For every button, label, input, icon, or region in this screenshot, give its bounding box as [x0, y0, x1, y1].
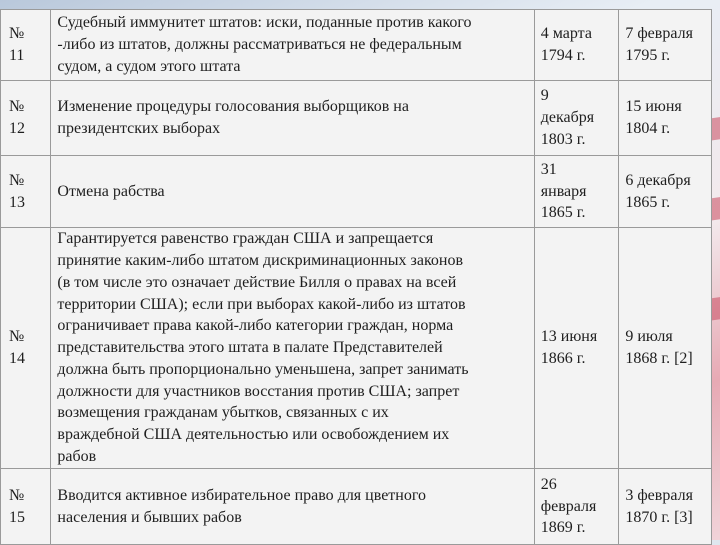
- proposed-date-line: декабря: [540, 109, 595, 127]
- amendment-description-line: представительства этого штата в палате Представителей: [57, 339, 443, 357]
- proposed-date-line: 4 марта: [540, 25, 592, 43]
- amendment-number-line: 11: [9, 47, 25, 64]
- amendment-description-cell: [51, 228, 534, 469]
- table-row: [1, 156, 712, 228]
- amendment-number-cell: [1, 81, 51, 156]
- amendment-description-line: Гарантируется равенство граждан США и запрещается: [57, 230, 434, 248]
- ratified-date-line: 15 июня: [625, 98, 682, 116]
- amendment-description-line: президентских выборах: [57, 120, 221, 137]
- proposed-date-line: января: [540, 182, 587, 200]
- amendment-number-line: 15: [9, 508, 25, 526]
- ratified-date-cell: [619, 10, 712, 81]
- amendment-number-line: 14: [9, 350, 25, 367]
- proposed-date-cell: [534, 156, 619, 228]
- amendments-table: [0, 9, 712, 545]
- proposed-date-line: 1869 г.: [540, 519, 586, 537]
- ratified-date-line: 1804 г.: [625, 120, 671, 137]
- proposed-date-line: 1866 г.: [540, 350, 586, 367]
- amendment-description-cell: [51, 81, 534, 156]
- amendment-number-line: 13: [9, 193, 25, 211]
- amendment-number-cell: [1, 469, 51, 545]
- amendment-number-line: №: [9, 171, 25, 189]
- amendment-description-line: -либо из штатов, должны рассматриваться не федеральным: [57, 36, 462, 54]
- amendment-description-line: Отмена рабства: [57, 182, 165, 200]
- proposed-date-line: 1803 г.: [540, 130, 586, 148]
- proposed-date-line: 1794 г.: [540, 47, 586, 64]
- table-row: [1, 10, 712, 81]
- ratified-date-cell: [619, 81, 712, 156]
- amendment-description-line: (в том числе это означает действие Билля о правах на всей: [57, 273, 457, 291]
- amendment-description-line: должна быть пропорционально уменьшена, запрет занимать: [57, 360, 469, 378]
- amendment-description-line: населения и бывших рабов: [57, 508, 242, 526]
- amendment-description-line: Изменение процедуры голосования выборщиков на: [57, 98, 409, 116]
- amendment-description-line: принятие каким-либо штатом дискриминационных законов: [57, 251, 464, 269]
- proposed-date-line: февраля: [540, 497, 597, 515]
- ratified-date-cell: [619, 156, 712, 228]
- amendment-number-cell: [1, 228, 51, 469]
- table-row: [1, 228, 712, 469]
- proposed-date-line: 13 июня: [540, 328, 598, 346]
- ratified-date-cell: [619, 228, 712, 469]
- ratified-date-line: 6 декабря: [625, 171, 691, 189]
- amendment-description-line: должности для участников восстания против США; запрет: [57, 382, 460, 400]
- amendment-description-line: территории США); если при выборах какой-либо из штатов: [57, 295, 466, 313]
- amendment-number-line: №: [9, 486, 25, 504]
- amendment-number-line: 12: [9, 120, 25, 137]
- ratified-date-line: 7 февраля: [625, 25, 693, 43]
- ratified-date-line: 3 февраля: [625, 486, 693, 504]
- amendment-description-line: судом, а судом этого штата: [57, 57, 241, 75]
- proposed-date-cell: [534, 469, 619, 545]
- proposed-date-cell: [534, 228, 619, 469]
- amendment-number-cell: [1, 10, 51, 81]
- proposed-date-cell: [534, 10, 619, 81]
- amendment-number-line: №: [9, 25, 25, 43]
- ratified-date-line: 1870 г. [3]: [625, 508, 693, 526]
- amendment-description-line: враждебной США деятельностью или освобождением их: [57, 426, 450, 444]
- proposed-date-line: 1865 г.: [540, 204, 586, 222]
- amendment-description-line: Вводится активное избирательное право для цветного: [57, 486, 427, 504]
- table-row: [1, 81, 712, 156]
- amendment-description-line: возмещения гражданам убытков, связанных с их: [57, 404, 389, 422]
- proposed-date-line: 26: [540, 475, 557, 493]
- proposed-date-cell: [534, 81, 619, 156]
- proposed-date-line: 31: [540, 160, 557, 178]
- amendment-description-line: ограничивает права какой-либо категории граждан, норма: [57, 317, 454, 335]
- proposed-date-line: 9: [540, 87, 549, 105]
- table-row: [1, 469, 712, 545]
- amendment-description-line: Судебный иммунитет штатов: иски, поданные против какого: [57, 14, 472, 32]
- amendment-description-cell: [51, 156, 534, 228]
- ratified-date-cell: [619, 469, 712, 545]
- amendment-description-cell: [51, 469, 534, 545]
- amendment-description-line: рабов: [57, 448, 97, 466]
- amendment-description-cell: [51, 10, 534, 81]
- ratified-date-line: 9 июля: [625, 328, 673, 346]
- amendment-number-cell: [1, 156, 51, 228]
- ratified-date-line: 1865 г.: [625, 193, 671, 211]
- amendment-number-line: №: [9, 98, 25, 116]
- ratified-date-line: 1868 г. [2]: [625, 350, 693, 367]
- amendment-number-line: №: [9, 328, 25, 346]
- ratified-date-line: 1795 г.: [625, 47, 671, 64]
